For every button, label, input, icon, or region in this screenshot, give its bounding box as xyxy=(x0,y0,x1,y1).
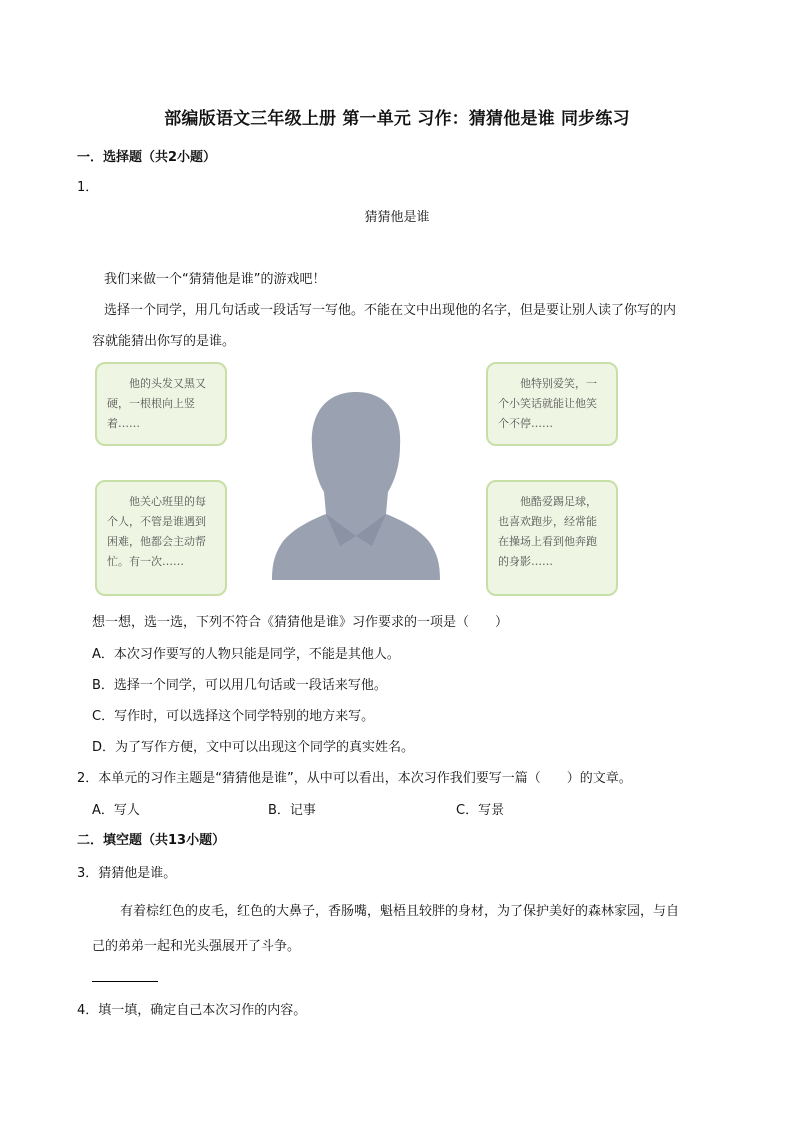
q3-answer-blank[interactable] xyxy=(92,981,158,982)
q2-option-b: B．记事 xyxy=(268,803,316,818)
question-4: 4．填一填，确定自己本次习作的内容。 xyxy=(77,1003,307,1018)
question-2: 2．本单元的习作主题是“猜猜他是谁”，从中可以看出，本次习作我们要写一篇（ ）的文章。 xyxy=(77,771,632,786)
q3-paragraph-line-2: 己的弟弟一起和光头强展开了斗争。 xyxy=(92,939,301,954)
q1-instruction-line-1: 选择一个同学，用几句话或一段话写一写他。不能在文中出现他的名字，但是要让别人读了你写的内 xyxy=(104,303,677,318)
person-silhouette-icon xyxy=(266,386,446,580)
q1-question: 想一想，选一选，下列不符合《猜猜他是谁》习作要求的一项是（ ） xyxy=(92,615,509,630)
q1-option-b: B．选择一个同学，可以用几句话或一段话来写他。 xyxy=(92,678,387,693)
q3-paragraph-line-1: 有着棕红色的皮毛，红色的大鼻子，香肠嘴，魁梧且较胖的身材，为了保护美好的森林家园，与自 xyxy=(120,904,680,919)
card-bottom-right: 他酷爱踢足球，也喜欢跑步，经常能在操场上看到他奔跑的身影…… xyxy=(486,480,618,596)
section-heading-fill: 二．填空题（共13小题） xyxy=(77,833,226,848)
q1-option-a: A．本次习作要写的人物只能是同学，不能是其他人。 xyxy=(92,647,400,662)
q1-instruction-line-2: 容就能猜出你写的是谁。 xyxy=(92,334,236,349)
question-1-number: 1． xyxy=(77,180,99,195)
question-3: 3．猜猜他是谁。 xyxy=(77,866,177,881)
q1-intro-paragraph: 我们来做一个“猜猜他是谁”的游戏吧！ xyxy=(104,272,326,287)
q1-option-d: D．为了写作方便，文中可以出现这个同学的真实姓名。 xyxy=(92,740,415,755)
section-heading-choice: 一．选择题（共2小题） xyxy=(77,150,217,165)
card-top-right: 他特别爱笑，一个小笑话就能让他笑个不停…… xyxy=(486,362,618,446)
document-title: 部编版语文三年级上册 第一单元 习作：猜猜他是谁 同步练习 xyxy=(164,109,630,129)
q1-inner-title: 猜猜他是谁 xyxy=(364,210,430,225)
card-bottom-left: 他关心班里的每个人，不管是谁遇到困难，他都会主动帮忙。有一次…… xyxy=(95,480,227,596)
q2-option-a: A．写人 xyxy=(92,803,140,818)
q2-option-c: C．写景 xyxy=(456,803,505,818)
q1-option-c: C．写作时，可以选择这个同学特别的地方来写。 xyxy=(92,709,375,724)
card-top-left: 他的头发又黑又硬，一根根向上竖着…… xyxy=(95,362,227,446)
